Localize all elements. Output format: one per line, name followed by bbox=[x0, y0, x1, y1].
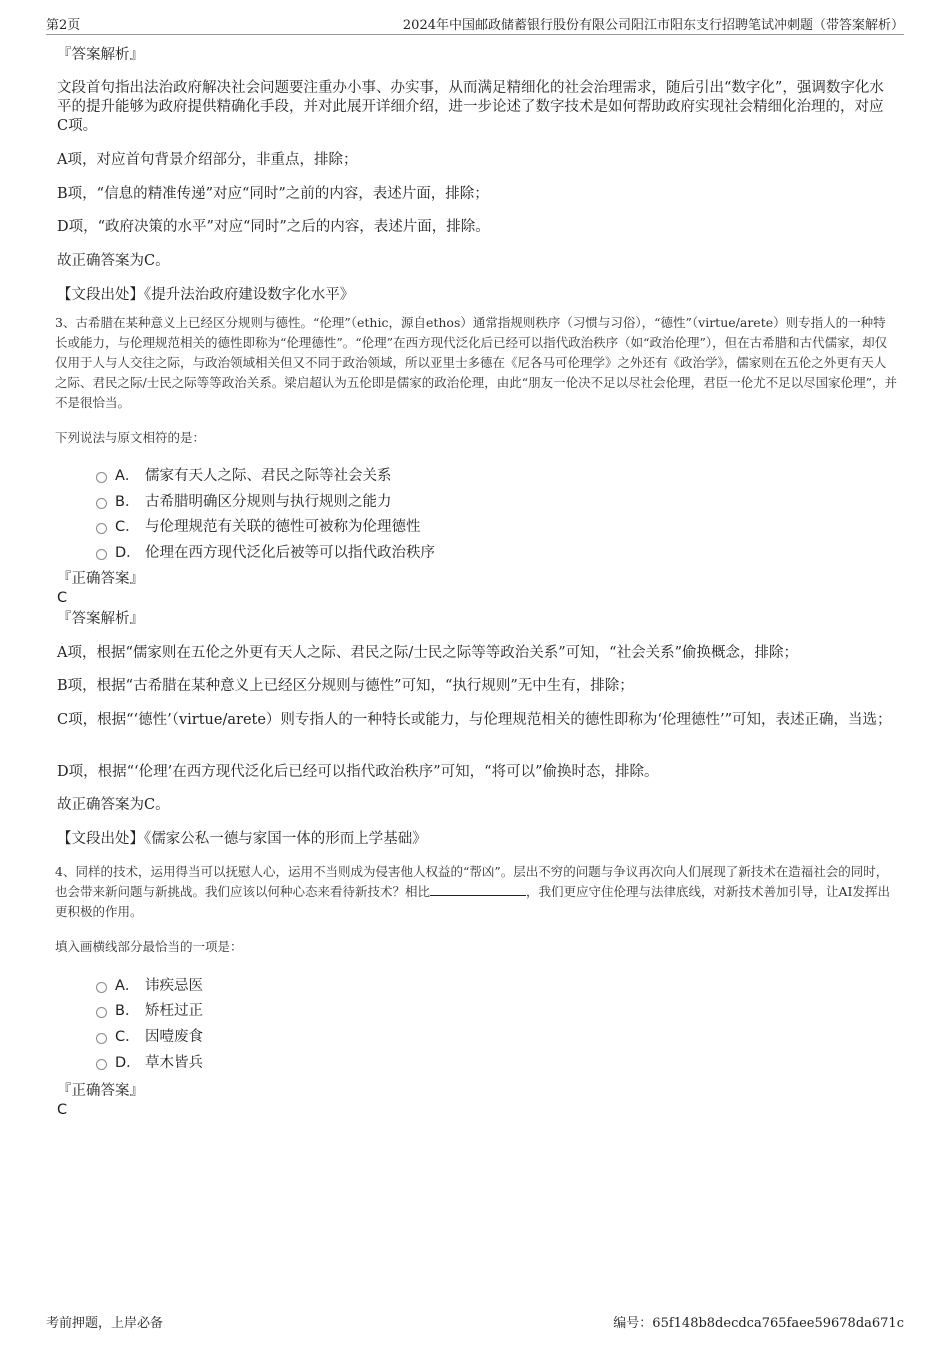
q4-option-c[interactable] bbox=[96, 1025, 203, 1045]
q2-analysis-text: 文段首句指出法治政府解决社会问题要注重办小事、办实事，从而满足精细化的社会治理需求，随后引出“数字化”，强调数字化水平的提升能够为政府提供精确化手段，并对此展开详细介绍，进一步论述了数字技术是如何帮助政府实现社会精细化治理的，对应C项。 bbox=[57, 80, 884, 134]
option-text: 伦理在西方现代泛化后被等可以指代政治秩序 bbox=[145, 545, 435, 561]
radio-icon[interactable] bbox=[96, 498, 107, 509]
q3-answer-label: 『正确答案』 bbox=[57, 571, 144, 587]
radio-icon[interactable] bbox=[96, 1033, 107, 1044]
q4-answer: C bbox=[57, 1102, 68, 1118]
option-letter: D． bbox=[115, 545, 141, 561]
q4-option-a[interactable] bbox=[96, 974, 203, 994]
q3-option-a[interactable] bbox=[96, 464, 392, 484]
q2-analysis-label: 『答案解析』 bbox=[57, 47, 144, 63]
q4-answer-label: 『正确答案』 bbox=[57, 1083, 144, 1099]
option-letter: C． bbox=[115, 519, 140, 535]
q4-prompt: 填入画横线部分最恰当的一项是： bbox=[55, 939, 243, 954]
option-letter: B． bbox=[115, 1003, 140, 1019]
q3-analysis-label: 『答案解析』 bbox=[57, 611, 144, 627]
radio-icon[interactable] bbox=[96, 549, 107, 560]
document-code: 编号：65f148b8decdca765faee59678da671c bbox=[613, 1316, 904, 1331]
q3-option-c[interactable] bbox=[96, 515, 421, 535]
document-title: 2024年中国邮政储蓄银行股份有限公司阳江市阳东支行招聘笔试冲刺题（带答案解析） bbox=[402, 18, 904, 33]
q3-source: 【文段出处】《儒家公私一德与家国一体的形而上学基础》 bbox=[57, 831, 427, 847]
option-text: 矫枉过正 bbox=[145, 1003, 203, 1019]
option-letter: D． bbox=[115, 1055, 141, 1071]
q3-item-b: B项，根据“古希腊在某种意义上已经区分规则与德性”可知，“执行规则”无中生有，排除； bbox=[57, 678, 634, 694]
q3-option-d[interactable] bbox=[96, 541, 435, 561]
radio-icon[interactable] bbox=[96, 523, 107, 534]
q3-stem: 3、古希腊在某种意义上已经区分规则与德性。“伦理”（ethic，源自ethos）通常指规则秩序（习惯与习俗），“德性”（virtue/arete）则专指人的一种特长或能力，与伦理规范相关的德性即称为“伦理德性”。“伦理”在西方现代泛化后已经可以指代政治秩序（如“政治伦理”），但在古希腊和古代儒家，却仅仅用于人与人交往之际，与政治领域相关但又不同于政治领域，所以亚里士多德在《尼各马可伦理学》之外还有《政治学》，儒家则在五伦之外更有天人之际、君民之际/士民之际等等政治关系。梁启超认为五伦即是儒家的政治伦理，由此“朋友一伦决不足以尽社会伦理，君臣一伦尤不足以尽国家伦理”，并不是很恰当。 bbox=[55, 315, 897, 410]
q3-option-b[interactable] bbox=[96, 490, 392, 510]
option-text: 古希腊明确区分规则与执行规则之能力 bbox=[145, 494, 392, 510]
q4-stem-before: 4、同样的技术，运用得当可以抚慰人心，运用不当则成为侵害他人权益的“帮凶”。层出不穷的问题与争议再次向人们展现了新技术在造福社会的同时，也会带来新问题与新挑战。我们应该以何种心态来看待新技术？相比 bbox=[55, 864, 889, 899]
option-text: 草木皆兵 bbox=[145, 1055, 203, 1071]
option-text: 因噎废食 bbox=[145, 1029, 203, 1045]
q2-item-a: A项，对应首句背景介绍部分，非重点，排除； bbox=[57, 152, 358, 168]
q3-item-d: D项，根据“‘伦理’在西方现代泛化后已经可以指代政治秩序”可知，“将可以”偷换时态，排除。 bbox=[57, 764, 659, 780]
option-text: 讳疾忌医 bbox=[145, 978, 203, 994]
q3-prompt: 下列说法与原文相符的是： bbox=[55, 430, 206, 445]
radio-icon[interactable] bbox=[96, 1007, 107, 1018]
option-letter: A． bbox=[115, 978, 140, 994]
option-letter: B． bbox=[115, 494, 140, 510]
option-text: 与伦理规范有关联的德性可被称为伦理德性 bbox=[145, 519, 421, 535]
q3-item-a: A项，根据“儒家则在五伦之外更有天人之际、君民之际/士民之际等等政治关系”可知，“社会关系”偷换概念，排除； bbox=[57, 645, 799, 661]
page-header bbox=[46, 12, 904, 35]
radio-icon[interactable] bbox=[96, 472, 107, 483]
q4-option-b[interactable] bbox=[96, 999, 203, 1019]
q4-stem bbox=[55, 862, 898, 922]
option-letter: C． bbox=[115, 1029, 140, 1045]
footer-slogan: 考前押题，上岸必备 bbox=[46, 1316, 164, 1331]
q3-answer: C bbox=[57, 590, 68, 606]
q3-conclusion: 故正确答案为C。 bbox=[57, 797, 170, 813]
q2-conclusion: 故正确答案为C。 bbox=[57, 253, 170, 269]
radio-icon[interactable] bbox=[96, 1059, 107, 1070]
q3-item-c: C项，根据“‘德性’（virtue/arete）则专指人的一种特长或能力，与伦理规范相关的德性即称为‘伦理德性’”可知，表述正确，当选； bbox=[57, 712, 892, 728]
option-letter: A． bbox=[115, 468, 140, 484]
q2-source: 【文段出处】《提升法治政府建设数字化水平》 bbox=[57, 287, 355, 303]
option-text: 儒家有天人之际、君民之际等社会关系 bbox=[145, 468, 392, 484]
q4-stem-after: ，我们更应守住伦理与法律底线，对新技术善加引导，让AI发挥出更积极的作用。 bbox=[55, 884, 890, 919]
radio-icon[interactable] bbox=[96, 982, 107, 993]
q4-option-d[interactable] bbox=[96, 1051, 203, 1071]
page-number: 第2页 bbox=[46, 18, 81, 33]
q2-item-b: B项，“信息的精准传递”对应“同时”之前的内容，表述片面，排除； bbox=[57, 186, 489, 202]
fill-blank bbox=[430, 883, 526, 896]
q2-item-d: D项，“政府决策的水平”对应“同时”之后的内容，表述片面，排除。 bbox=[57, 219, 490, 235]
